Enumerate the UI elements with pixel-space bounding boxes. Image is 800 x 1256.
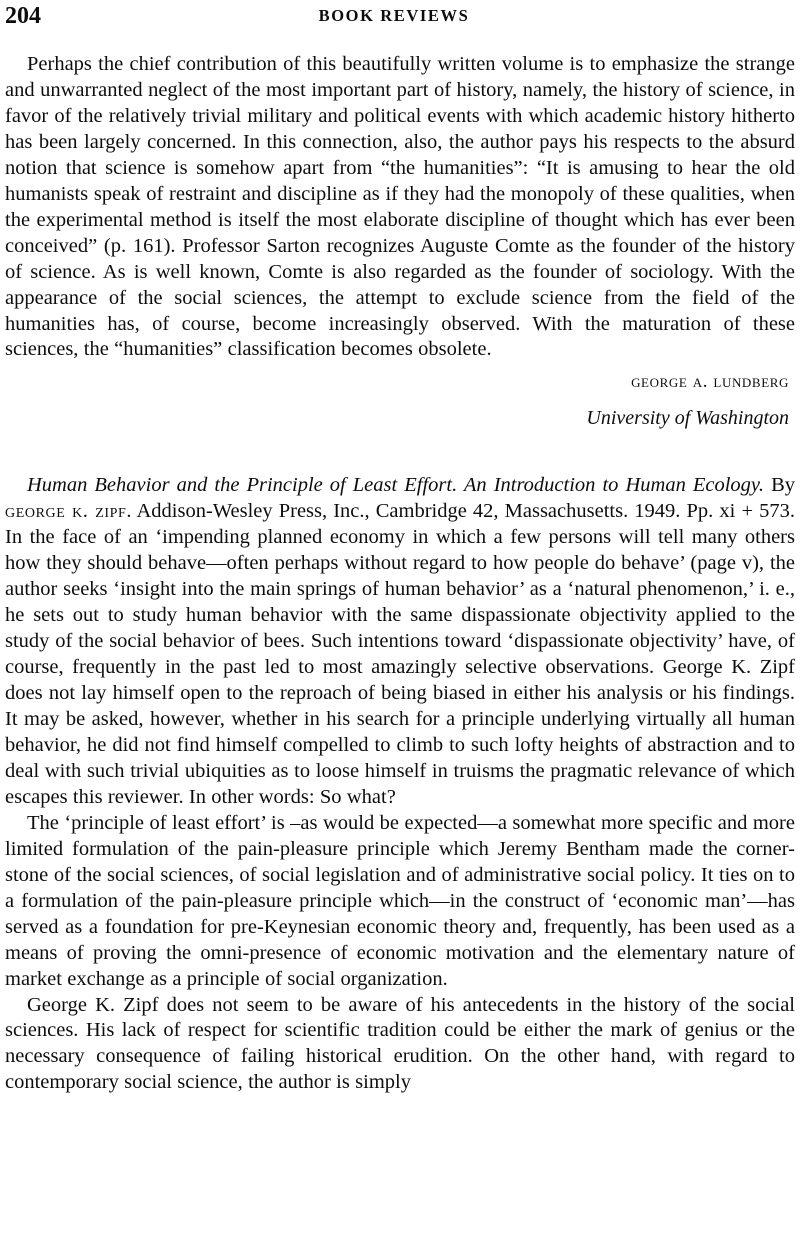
page-number: 204 xyxy=(5,3,41,29)
review-paragraph-3: George K. Zipf does not seem to be aware of his antecedents in the history of the social sciences. His lack of respect for scientific tradition could be either the mark of genius or the necessary consequence of failing historical erudition. On the other hand, with regard to contemporary social science, the author is simply xyxy=(5,993,795,1094)
running-head-title: BOOK REVIEWS xyxy=(318,6,470,25)
book-title: Human Behavior and the Principle of Least Effort. An Introduction to Human Ecology. xyxy=(27,474,765,497)
review-heading-paragraph xyxy=(5,473,795,810)
review-paragraph-2: The ‘principle of least effort’ is –as would be expected—a somewhat more specific and more limited formulation of the pain-pleasure principle which Jeremy Bentham made the corner-stone of the social sciences, of social legislation and of administrative social policy. It ties on to a formulation of the pain-pleasure principle which—in the construct of ‘economic man’—has served as a foundation for pre-Keynesian economic theory and, frequently, has been used as a means of proving the omni-presence of economic motivation and the elementary nature of market exchange as a principle of social organization. xyxy=(5,811,795,990)
review-entry xyxy=(5,473,795,1096)
publication-details: . Addison-Wesley Press, Inc., Cambridge 42, Massachusetts. 1949. Pp. xi + 573. In the face of an ‘impending planned economy in which a few persons will tell many others how they should behave—often perhaps without regard to how people do behave’ (page v), the author seeks ‘insight into the main springs of human behavior’ as a ‘natural phenomenon,’ i. e., he sets out to study human behavior with the same dispassionate objectivity applied to the study of the social behavior of bees. Such intentions toward ‘dispassionate objectivity’ have, of course, frequently in the past led to most amazingly selective observations. George K. Zipf does not lay himself open to the reproach of being biased in either his analysis or his findings. It may be asked, however, whether in his search for a principle underlying virtually all human behavior, he did not find himself compelled to climb to such lofty heights of abstraction and to deal with such trivial ubiquities as to loose himself in truisms the pragmatic relevance of which escapes this reviewer. In other words: So what? xyxy=(5,500,795,808)
book-author: george k. zipf xyxy=(5,500,127,523)
running-head xyxy=(0,0,800,46)
reviewer-signature xyxy=(5,363,795,437)
reviewer-name: george a. lundberg xyxy=(631,371,789,393)
text-column xyxy=(5,52,795,1096)
review-body-paragraph: Perhaps the chief contribution of this beautifully written volume is to emphasize the strange and unwarranted neglect of the most important part of history, namely, the history of science, in favor of the relatively trivial military and political events with which academic history hitherto has been largely concerned. In this connection, also, the author pays his respects to the absurd notion that science is somehow apart from “the humanities”: “It is amusing to hear the old humanists speak of restraint and discipline as if they had the monopoly of these qualities, when the experimental method is itself the most elaborate discipline of thought which has ever been conceived” (p. 161). Professor Sarton recognizes Auguste Comte as the founder of the history of science. As is well known, Comte is also regarded as the founder of sociology. With the appearance of the social sciences, the attempt to exclude science from the field of the humanities has, of course, become increasingly observed. With the maturation of these sciences, the “humanities” classification becomes obsolete. xyxy=(5,53,795,361)
reviewer-affiliation: University of Washington xyxy=(586,407,789,430)
by-label: By xyxy=(764,474,795,497)
section-gap xyxy=(5,437,795,473)
